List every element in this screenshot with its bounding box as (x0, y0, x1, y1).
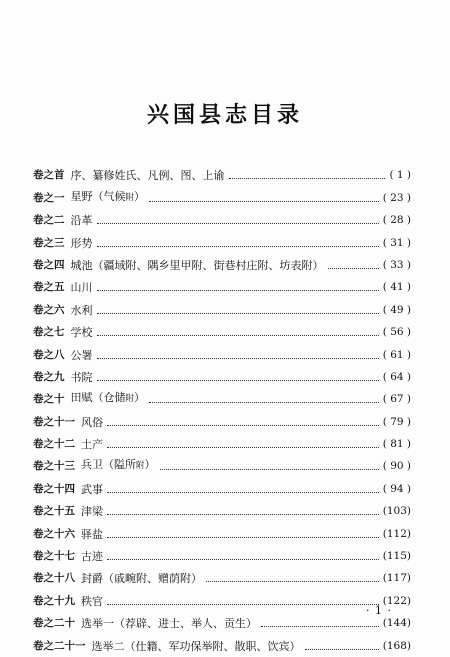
toc-volume-label: 卷之十四 (33, 482, 75, 495)
toc-page-number: ( 90 ) (382, 460, 411, 473)
toc-section-title: 古迹 (81, 550, 103, 564)
toc-section-name (92, 640, 301, 653)
toc-entry (33, 160, 411, 182)
table-of-contents (33, 160, 411, 653)
toc-section-title: 驿盐 (81, 527, 103, 541)
toc-page-number: ( 28 ) (382, 214, 411, 227)
toc-volume-label: 卷之首 (33, 169, 65, 182)
toc-entry (33, 473, 411, 495)
leader-dots (97, 223, 379, 224)
toc-page-number: ( 79 ) (382, 415, 411, 428)
toc-section-name (81, 458, 156, 473)
toc-section-note: 附 (125, 192, 135, 203)
toc-entry (33, 384, 411, 406)
leader-dots (107, 537, 379, 538)
leader-dots (305, 649, 379, 650)
toc-section-name (81, 617, 257, 630)
toc-section-title: 兵卫（隘所 (81, 458, 136, 472)
leader-dots (97, 313, 379, 314)
leader-dots (107, 514, 379, 515)
toc-section-name (71, 190, 146, 205)
toc-page-number: (103) (382, 505, 411, 518)
toc-section-close: ） (134, 391, 146, 405)
toc-volume-label: 卷之二十 (33, 617, 75, 630)
toc-page-number: ( 81 ) (382, 438, 411, 451)
toc-section-title: 选举二（仕籍、军功保举附、散职、饮宾） (91, 639, 301, 653)
leader-dots (107, 559, 379, 560)
toc-volume-label: 卷之九 (33, 370, 65, 383)
leader-dots (107, 447, 379, 448)
toc-section-name (71, 391, 146, 406)
toc-volume-label: 卷之十六 (33, 527, 75, 540)
toc-page-number: ( 1 ) (389, 169, 411, 182)
toc-volume-label: 卷之一 (33, 191, 65, 204)
document-title: 兴国县志目录 (146, 102, 303, 128)
toc-section-title: 城池（疆域附、隅乡里甲附、街巷村庄附、坊表附） (70, 258, 324, 272)
toc-section-name (71, 214, 93, 227)
toc-section-name (81, 595, 103, 608)
toc-volume-label: 卷之八 (33, 348, 65, 361)
toc-section-title: 武事 (81, 482, 103, 496)
toc-section-title: 水利 (70, 303, 93, 317)
toc-section-title: 风俗 (81, 415, 103, 429)
toc-volume-label: 卷之十九 (33, 594, 75, 607)
toc-entry (33, 496, 411, 518)
toc-section-title: 公署 (70, 348, 93, 362)
toc-entry (33, 339, 411, 361)
toc-page-number: ( 64 ) (382, 370, 411, 383)
toc-entry (33, 227, 411, 249)
toc-page-number: ( 23 ) (382, 191, 411, 204)
toc-entry (33, 541, 411, 563)
toc-page-number: (144) (382, 617, 411, 630)
toc-section-name (81, 505, 103, 518)
toc-volume-label: 卷之五 (33, 281, 65, 294)
toc-entry (33, 272, 411, 294)
leader-dots (206, 581, 379, 582)
leader-dots (328, 268, 379, 269)
toc-page-number: (117) (382, 572, 411, 585)
leader-dots (160, 469, 379, 470)
toc-entry (33, 317, 411, 339)
toc-entry (33, 250, 411, 272)
toc-page-number: ( 94 ) (382, 482, 411, 495)
toc-page-number: ( 33 ) (382, 258, 411, 271)
leader-dots (107, 604, 379, 605)
toc-volume-label: 卷之十三 (33, 460, 75, 473)
toc-page-number: ( 31 ) (382, 236, 411, 249)
toc-page-number: ( 49 ) (382, 303, 411, 316)
toc-section-title: 田赋（仓储 (70, 391, 126, 405)
toc-volume-label: 卷之四 (33, 258, 65, 271)
toc-section-name (81, 550, 103, 563)
toc-section-title: 山川 (70, 281, 93, 295)
leader-dots (97, 246, 379, 247)
toc-section-name (71, 281, 93, 294)
toc-section-title: 津梁 (81, 505, 103, 519)
toc-section-name (71, 259, 324, 272)
toc-section-title: 封爵（戚畹附、赠荫附） (81, 572, 202, 586)
toc-entry (33, 294, 411, 316)
toc-section-name (81, 572, 202, 585)
toc-section-name (81, 528, 103, 541)
toc-page-number: ( 41 ) (382, 281, 411, 294)
toc-section-name (81, 483, 103, 496)
leader-dots (97, 335, 379, 336)
toc-entry (33, 518, 411, 540)
toc-section-note: 附 (125, 394, 135, 405)
toc-section-close: ） (134, 189, 146, 203)
toc-section-title: 书院 (70, 370, 93, 384)
toc-page-number: (115) (382, 550, 411, 563)
toc-entry (33, 429, 411, 451)
toc-section-close: ） (144, 458, 156, 472)
toc-entry (33, 630, 411, 652)
toc-page-number: (122) (382, 594, 411, 607)
leader-dots (149, 201, 379, 202)
toc-section-name (71, 169, 225, 182)
leader-dots (107, 425, 379, 426)
toc-section-title: 星野（气候 (70, 189, 126, 203)
toc-entry (33, 563, 411, 585)
toc-section-title: 形势 (70, 236, 93, 250)
leader-dots (261, 626, 379, 627)
toc-section-name (71, 237, 93, 250)
toc-entry (33, 406, 411, 428)
toc-section-name (71, 371, 93, 384)
leader-dots (97, 290, 379, 291)
leader-dots (97, 380, 379, 381)
toc-volume-label: 卷之十七 (33, 550, 75, 563)
toc-section-name (71, 349, 93, 362)
toc-volume-label: 卷之三 (33, 236, 65, 249)
leader-dots (107, 492, 379, 493)
toc-entry (33, 585, 411, 607)
toc-page-number: ( 61 ) (382, 348, 411, 361)
toc-page-number: (112) (382, 527, 411, 540)
leader-dots (229, 178, 386, 179)
toc-section-title: 沿革 (70, 214, 93, 228)
leader-dots (149, 402, 379, 403)
page-folio: · 1 · (366, 604, 392, 617)
toc-page-number: (168) (382, 639, 411, 652)
toc-section-title: 序、纂修姓氏、凡例、图、上谕 (70, 169, 225, 183)
toc-page-number: ( 56 ) (382, 326, 411, 339)
toc-entry (33, 205, 411, 227)
toc-volume-label: 卷之十 (33, 393, 65, 406)
toc-volume-label: 卷之二 (33, 214, 65, 227)
toc-volume-label: 卷之六 (33, 303, 65, 316)
toc-volume-label: 卷之二十一 (33, 639, 86, 652)
toc-page-number: ( 67 ) (382, 393, 411, 406)
toc-volume-label: 卷之十八 (33, 572, 75, 585)
toc-section-name (71, 326, 93, 339)
leader-dots (97, 358, 379, 359)
toc-section-title: 土产 (81, 438, 103, 452)
toc-entry (33, 451, 411, 473)
toc-section-title: 选举一（荐辟、进士、举人、贡生） (81, 617, 257, 631)
toc-volume-label: 卷之十二 (33, 438, 75, 451)
toc-section-name (81, 438, 103, 451)
toc-volume-label: 卷之十一 (33, 415, 75, 428)
toc-volume-label: 卷之七 (33, 326, 65, 339)
toc-section-title: 学校 (70, 326, 93, 340)
toc-volume-label: 卷之十五 (33, 505, 75, 518)
toc-section-name (71, 304, 93, 317)
toc-entry (33, 182, 411, 204)
toc-section-name (81, 416, 103, 429)
toc-entry (33, 362, 411, 384)
toc-section-title: 秩官 (81, 594, 103, 608)
toc-entry (33, 608, 411, 630)
toc-section-note: 附 (136, 461, 145, 472)
